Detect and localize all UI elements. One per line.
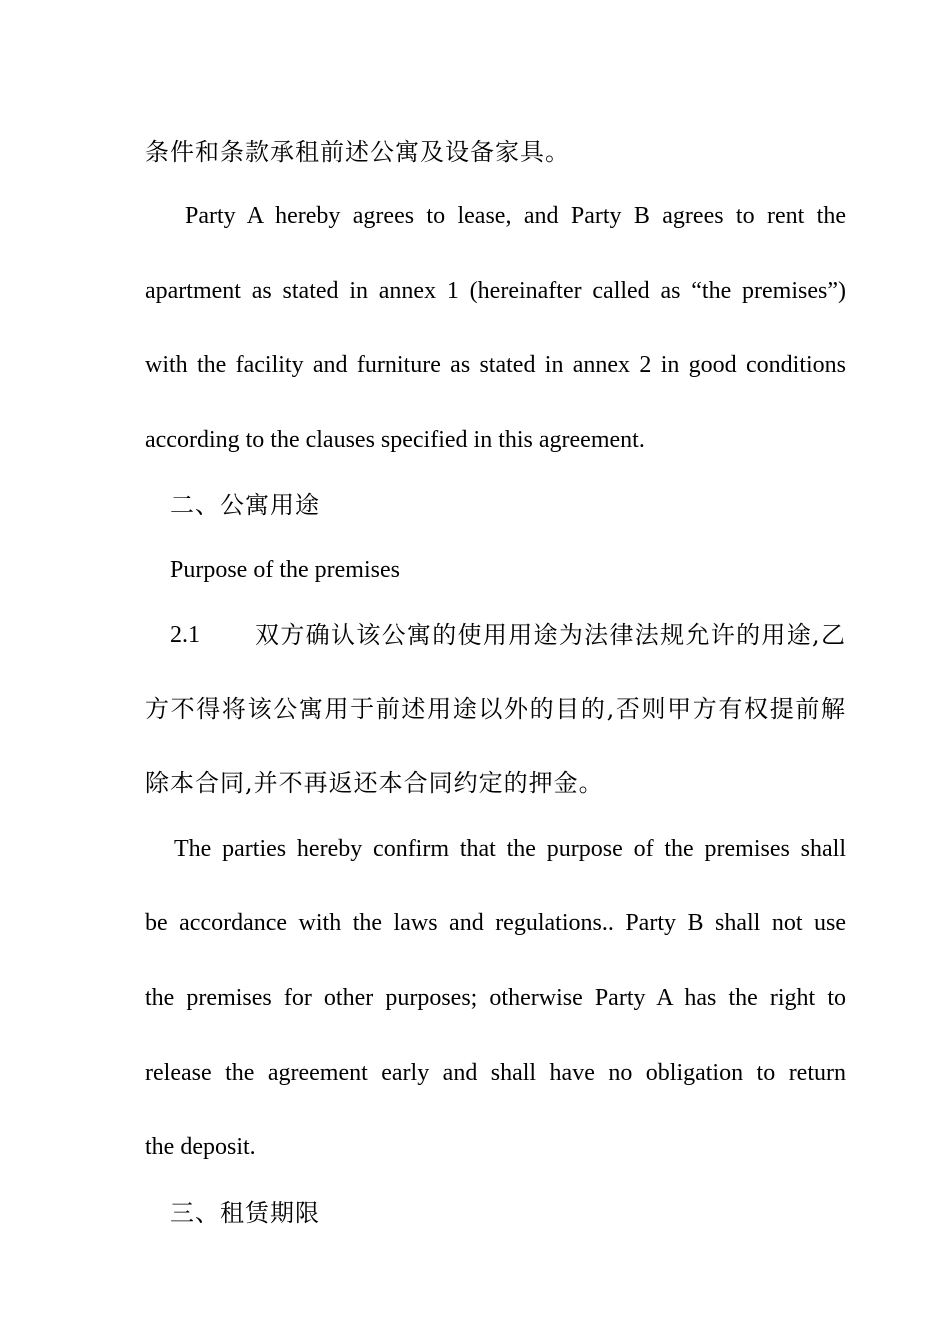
paragraph-line: the premises for other purposes; otherwise Party A has the right to [145, 985, 846, 1011]
paragraph-line: 双方确认该公寓的使用用途为法律法规允许的用途,乙 [255, 621, 846, 649]
paragraph-line: with the facility and furniture as stated in annex 2 in good conditions [145, 352, 846, 378]
paragraph-line: the deposit. [145, 1134, 256, 1160]
paragraph-line: apartment as stated in annex 1 (hereinafter called as “the premises”) [145, 278, 846, 304]
paragraph-line: The parties hereby confirm that the purpose of the premises shall [174, 836, 846, 862]
paragraph-line: 条件和条款承租前述公寓及设备家具。 [145, 138, 570, 166]
paragraph-line: 方不得将该公寓用于前述用途以外的目的,否则甲方有权提前解 [145, 695, 846, 723]
paragraph-line: 除本合同,并不再返还本合同约定的押金。 [145, 769, 604, 797]
section-heading-english: Purpose of the premises [170, 557, 400, 583]
section-heading: 三、租赁期限 [170, 1199, 320, 1227]
paragraph-line: according to the clauses specified in this agreement. [145, 427, 645, 453]
section-heading: 二、公寓用途 [170, 491, 320, 519]
paragraph-line: be accordance with the laws and regulations.. Party B shall not use [145, 910, 846, 936]
paragraph-line: Party A hereby agrees to lease, and Party B agrees to rent the [185, 203, 846, 229]
clause-number: 2.1 [170, 622, 200, 648]
paragraph-line: release the agreement early and shall have no obligation to return [145, 1060, 846, 1086]
